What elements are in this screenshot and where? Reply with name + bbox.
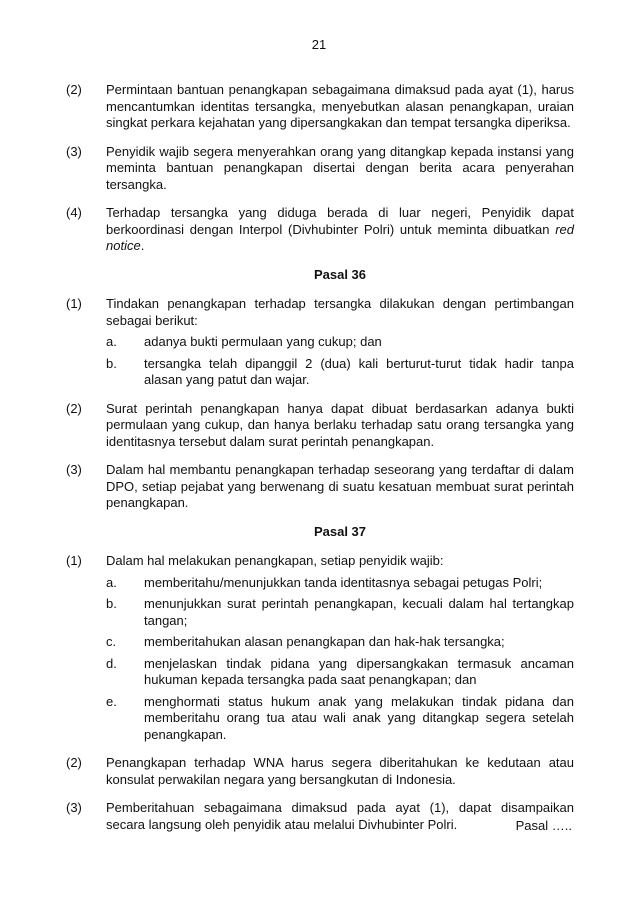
list-item-text: tersangka telah dipanggil 2 (dua) kali berturut-turut tidak hadir tanpa alasan yang patut dan wajar. [144,355,574,387]
document-body [66,82,574,845]
paragraph-text: Dalam hal melakukan penangkapan, setiap penyidik wajib: [106,553,444,568]
list-item-letter: c. [106,634,117,649]
paragraph-number: (1) [66,553,82,568]
paragraph-text: Tindakan penangkapan terhadap tersangka dilakukan dengan pertimbangan sebagai berikut: [106,296,574,328]
italic-term: red notice [106,221,574,253]
list-item-text: memberitahu/menunjukkan tanda identitasnya sebagai petugas Polri; [144,574,543,590]
list-item [106,596,574,629]
list-item-letter: d. [106,655,117,671]
list-item-text: menunjukkan surat perintah penangkapan, kecuali dalam hal tertangkap tangan; [144,596,574,628]
list-item [106,634,574,651]
paragraph-number: (3) [66,800,82,815]
next-page-indicator: Pasal ….. [515,818,572,833]
paragraph-number: (2) [66,400,82,416]
article37-paragraph-2 [66,755,574,788]
paragraph-number: (2) [66,82,82,97]
paragraph-text: Permintaan bantuan penangkapan sebagaimana dimaksud pada ayat (1), harus mencantumkan identitas tersangka, menyebutkan alasan penangkapan, uraian singkat perkara kejahatan yang dipersangkakan dan tempat tersangka diperiksa. [106,82,574,130]
paragraph-text: Dalam hal membantu penangkapan terhadap seseorang yang terdaftar di dalam DPO, setiap pejabat yang berwenang di suatu kesatuan membuat surat perintah penangkapan. [106,462,574,510]
paragraph-text: Penangkapan terhadap WNA harus segera diberitahukan ke kedutaan atau konsulat perwakilan negara yang bersangkutan di Indonesia. [106,755,574,787]
article36-paragraph-3 [66,462,574,512]
paragraph-text: Surat perintah penangkapan hanya dapat dibuat berdasarkan adanya bukti permulaan yang cukup, dan hanya berlaku terhadap satu orang tersangka yang identitasnya tersebut dalam surat perintah penangkapan. [106,400,574,449]
text-segment: . [140,238,145,253]
paragraph-2 [66,82,574,132]
list-item [106,356,574,389]
list-item-letter: e. [106,693,117,709]
list-item-text: menghormati status hukum anak yang melakukan tindak pidana dan memberitahu orang tua atau wali anak yang ditangkap segera setelah penangkapan. [144,693,574,742]
paragraph-number: (1) [66,296,82,311]
list-item-text: adanya bukti permulaan yang cukup; dan [144,334,382,349]
paragraph-text: Pemberitahuan sebagaimana dimaksud pada ayat (1), dapat disampaikan secara langsung oleh penyidik atau melalui Divhubinter Polri. [106,800,574,832]
page-number: 21 [311,37,327,52]
article-heading-36: Pasal 36 [313,266,367,282]
paragraph-number: (2) [66,755,82,770]
paragraph-number: (4) [66,205,82,220]
paragraph-3 [66,144,574,194]
list-item-letter: b. [106,596,117,611]
paragraph-4 [66,205,574,255]
list-item-text: menjelaskan tindak pidana yang dipersangkakan termasuk ancaman hukuman kepada tersangka pada saat penangkapan; dan [144,655,574,687]
list-item-letter: b. [106,355,117,371]
article36-paragraph-2 [66,401,574,451]
paragraph-text: Penyidik wajib segera menyerahkan orang yang ditangkap kepada instansi yang meminta bantuan penangkapan disertai dengan berita acara penyerahan tersangka. [106,143,574,192]
article36-paragraph-1 [66,296,574,389]
list-item-letter: a. [106,334,117,349]
paragraph-number: (3) [66,143,82,159]
paragraph-text [106,205,574,255]
article37-paragraph-3 [66,800,574,833]
list-item [106,694,574,744]
list-item-text: memberitahukan alasan penangkapan dan hak-hak tersangka; [144,634,505,649]
list-item-letter: a. [106,574,117,590]
list-item [106,334,574,351]
paragraph-number: (3) [66,462,82,477]
list-item [106,656,574,689]
article37-paragraph-1 [66,553,574,743]
list-item [106,575,574,592]
text-segment: Terhadap tersangka yang diduga berada di luar negeri, Penyidik dapat berkoordinasi dengan Interpol (Divhubinter Polri) untuk meminta dibuatkan [106,205,574,237]
article-heading-37: Pasal 37 [313,523,367,539]
